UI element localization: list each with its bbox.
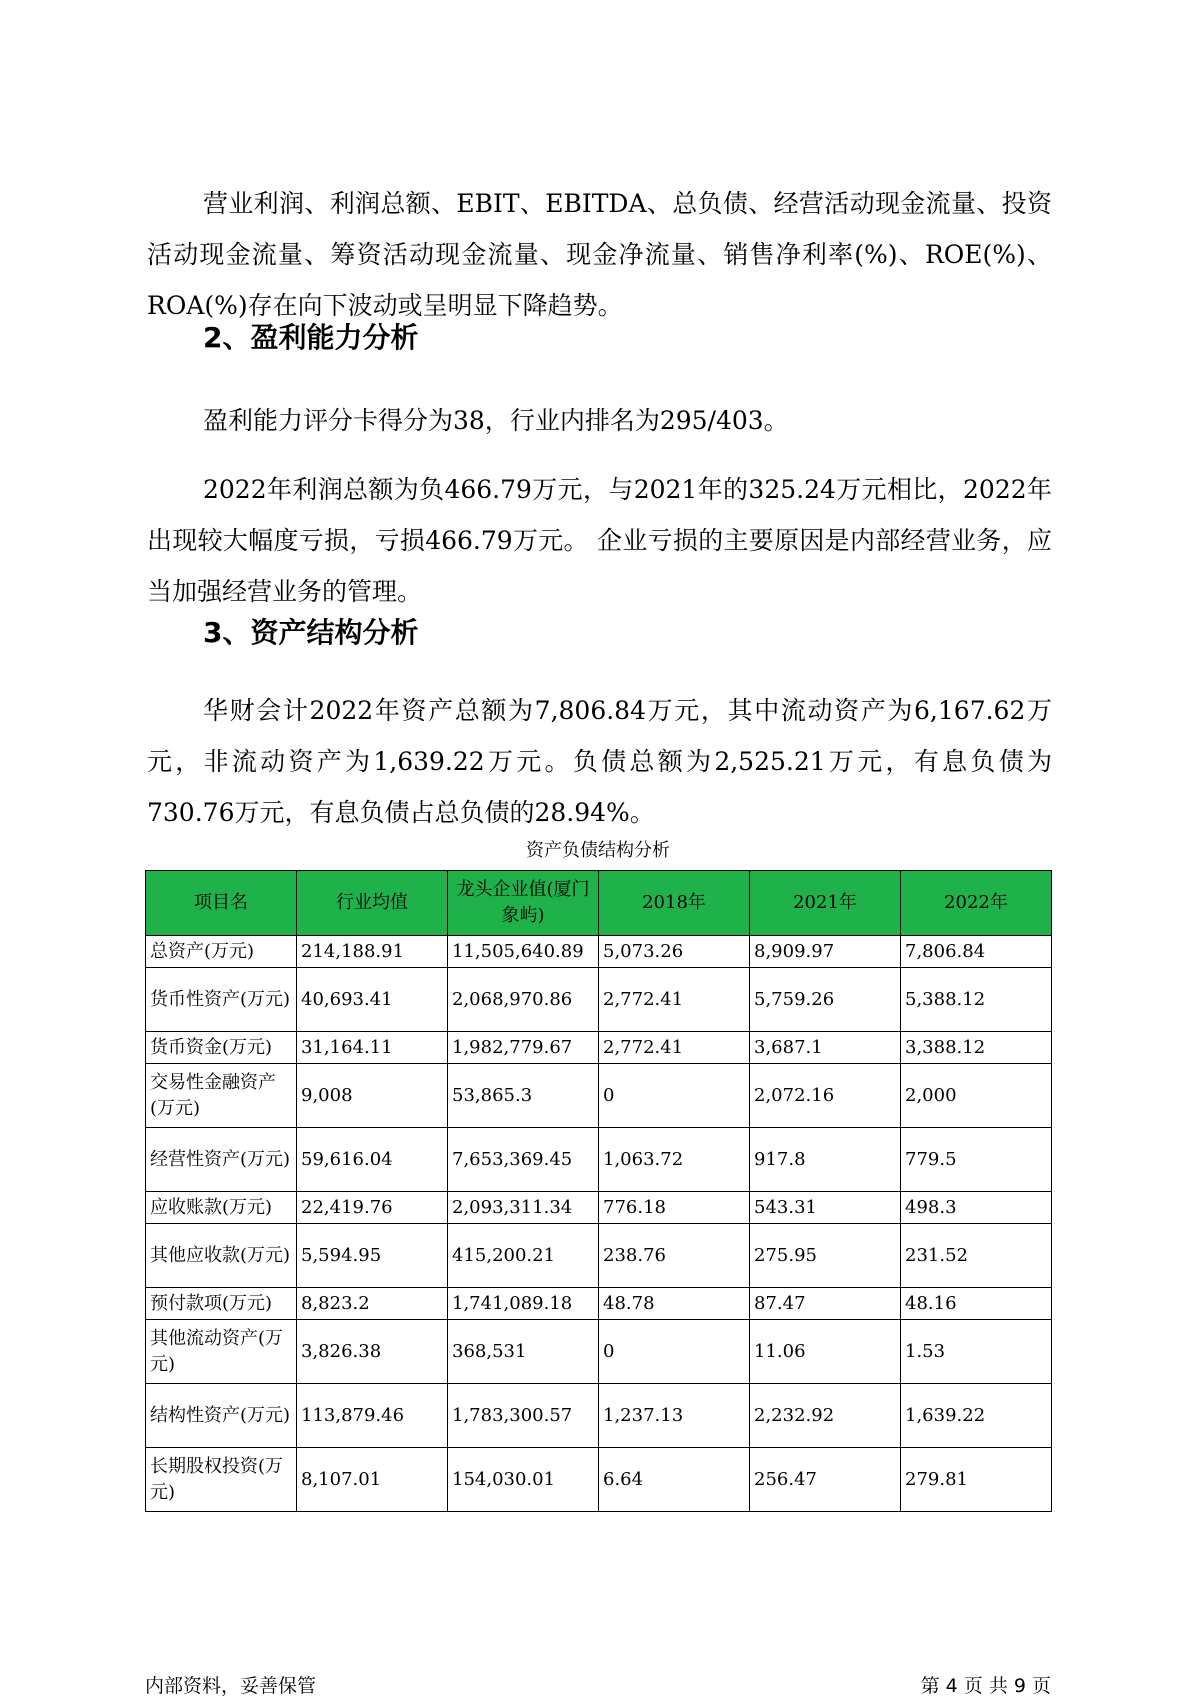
paragraph-trend: 营业利润、利润总额、EBIT、EBITDA、总负债、经营活动现金流量、投资活动现金流量、筹资活动现金流量、现金净流量、销售净利率(%)、ROE(%)、ROA(%)存在向下波动或呈明显下降趋势。: [147, 189, 1052, 320]
cell-value: 6.64: [599, 1448, 750, 1512]
cell-item: 交易性金融资产(万元): [146, 1064, 297, 1128]
paragraph-scorecard: 盈利能力评分卡得分为38，行业内排名为295/403。: [203, 406, 789, 435]
cell-value: 7,653,369.45: [448, 1128, 599, 1192]
cell-item: 长期股权投资(万元): [146, 1448, 297, 1512]
cell-value: 1,063.72: [599, 1128, 750, 1192]
cell-value: 3,687.1: [750, 1032, 901, 1064]
header-2018: 2018年: [599, 871, 750, 936]
cell-value: 87.47: [750, 1288, 901, 1320]
cell-item: 应收账款(万元): [146, 1192, 297, 1224]
cell-value: 2,772.41: [599, 968, 750, 1032]
cell-value: 917.8: [750, 1128, 901, 1192]
table-row: [146, 1032, 1052, 1064]
cell-value: 8,823.2: [297, 1288, 448, 1320]
cell-value: 11,505,640.89: [448, 936, 599, 968]
cell-value: 1,237.13: [599, 1384, 750, 1448]
header-leader: 龙头企业值(厦门象屿): [448, 871, 599, 936]
cell-value: 3,826.38: [297, 1320, 448, 1384]
cell-value: 214,188.91: [297, 936, 448, 968]
cell-value: 776.18: [599, 1192, 750, 1224]
footer-confidential-note: 内部资料，妥善保管: [145, 1675, 317, 1697]
table-row: [146, 1288, 1052, 1320]
cell-value: 5,073.26: [599, 936, 750, 968]
cell-item: 总资产(万元): [146, 936, 297, 968]
cell-value: 415,200.21: [448, 1224, 599, 1288]
footer-page-number: 第 4 页 共 9 页: [920, 1675, 1051, 1697]
cell-value: 779.5: [901, 1128, 1052, 1192]
section-heading-profitability: 2、盈利能力分析: [203, 321, 419, 354]
cell-value: 275.95: [750, 1224, 901, 1288]
header-industry-avg: 行业均值: [297, 871, 448, 936]
cell-item: 经营性资产(万元): [146, 1128, 297, 1192]
table-row: [146, 936, 1052, 968]
cell-value: 498.3: [901, 1192, 1052, 1224]
cell-value: 7,806.84: [901, 936, 1052, 968]
cell-value: 8,107.01: [297, 1448, 448, 1512]
cell-value: 31,164.11: [297, 1032, 448, 1064]
cell-value: 238.76: [599, 1224, 750, 1288]
table-row: [146, 1448, 1052, 1512]
cell-item: 结构性资产(万元): [146, 1384, 297, 1448]
cell-value: 1,783,300.57: [448, 1384, 599, 1448]
cell-item: 其他应收款(万元): [146, 1224, 297, 1288]
table-row: [146, 1128, 1052, 1192]
cell-item: 预付款项(万元): [146, 1288, 297, 1320]
cell-value: 8,909.97: [750, 936, 901, 968]
cell-value: 0: [599, 1064, 750, 1128]
cell-value: 5,759.26: [750, 968, 901, 1032]
cell-value: 48.78: [599, 1288, 750, 1320]
cell-value: 40,693.41: [297, 968, 448, 1032]
cell-value: 5,388.12: [901, 968, 1052, 1032]
cell-value: 0: [599, 1320, 750, 1384]
cell-value: 1.53: [901, 1320, 1052, 1384]
section-heading-asset-structure: 3、资产结构分析: [203, 616, 419, 649]
table-row: [146, 1224, 1052, 1288]
cell-value: 231.52: [901, 1224, 1052, 1288]
cell-value: 2,093,311.34: [448, 1192, 599, 1224]
header-2022: 2022年: [901, 871, 1052, 936]
cell-value: 3,388.12: [901, 1032, 1052, 1064]
cell-item: 货币性资产(万元): [146, 968, 297, 1032]
table-row: [146, 1064, 1052, 1128]
cell-value: 1,982,779.67: [448, 1032, 599, 1064]
table-caption: 资产负债结构分析: [526, 840, 670, 861]
cell-value: 59,616.04: [297, 1128, 448, 1192]
cell-value: 9,008: [297, 1064, 448, 1128]
cell-value: 2,232.92: [750, 1384, 901, 1448]
cell-value: 2,772.41: [599, 1032, 750, 1064]
header-2021: 2021年: [750, 871, 901, 936]
paragraph-assets: 华财会计2022年资产总额为7,806.84万元，其中流动资产为6,167.62万元，非流动资产为1,639.22万元。负债总额为2,525.21万元，有息负债为730.76万元，有息负债占总负债的28.94%。: [147, 696, 1052, 827]
table-row: [146, 1192, 1052, 1224]
table-row: [146, 968, 1052, 1032]
cell-value: 256.47: [750, 1448, 901, 1512]
balance-structure-table: [145, 870, 1052, 1512]
cell-value: 279.81: [901, 1448, 1052, 1512]
cell-value: 368,531: [448, 1320, 599, 1384]
cell-value: 1,639.22: [901, 1384, 1052, 1448]
cell-value: 5,594.95: [297, 1224, 448, 1288]
cell-value: 1,741,089.18: [448, 1288, 599, 1320]
cell-value: 543.31: [750, 1192, 901, 1224]
cell-value: 11.06: [750, 1320, 901, 1384]
cell-value: 2,068,970.86: [448, 968, 599, 1032]
cell-value: 22,419.76: [297, 1192, 448, 1224]
table-header-row: [146, 871, 1052, 936]
table-row: [146, 1320, 1052, 1384]
cell-value: 154,030.01: [448, 1448, 599, 1512]
cell-value: 2,072.16: [750, 1064, 901, 1128]
cell-value: 53,865.3: [448, 1064, 599, 1128]
cell-value: 2,000: [901, 1064, 1052, 1128]
cell-value: 48.16: [901, 1288, 1052, 1320]
cell-value: 113,879.46: [297, 1384, 448, 1448]
header-item: 项目名: [146, 871, 297, 936]
cell-item: 其他流动资产(万元): [146, 1320, 297, 1384]
paragraph-profit: 2022年利润总额为负466.79万元，与2021年的325.24万元相比，2022年出现较大幅度亏损，亏损466.79万元。 企业亏损的主要原因是内部经营业务，应当加强经营业务的管理。: [147, 475, 1052, 606]
table-row: [146, 1384, 1052, 1448]
cell-item: 货币资金(万元): [146, 1032, 297, 1064]
